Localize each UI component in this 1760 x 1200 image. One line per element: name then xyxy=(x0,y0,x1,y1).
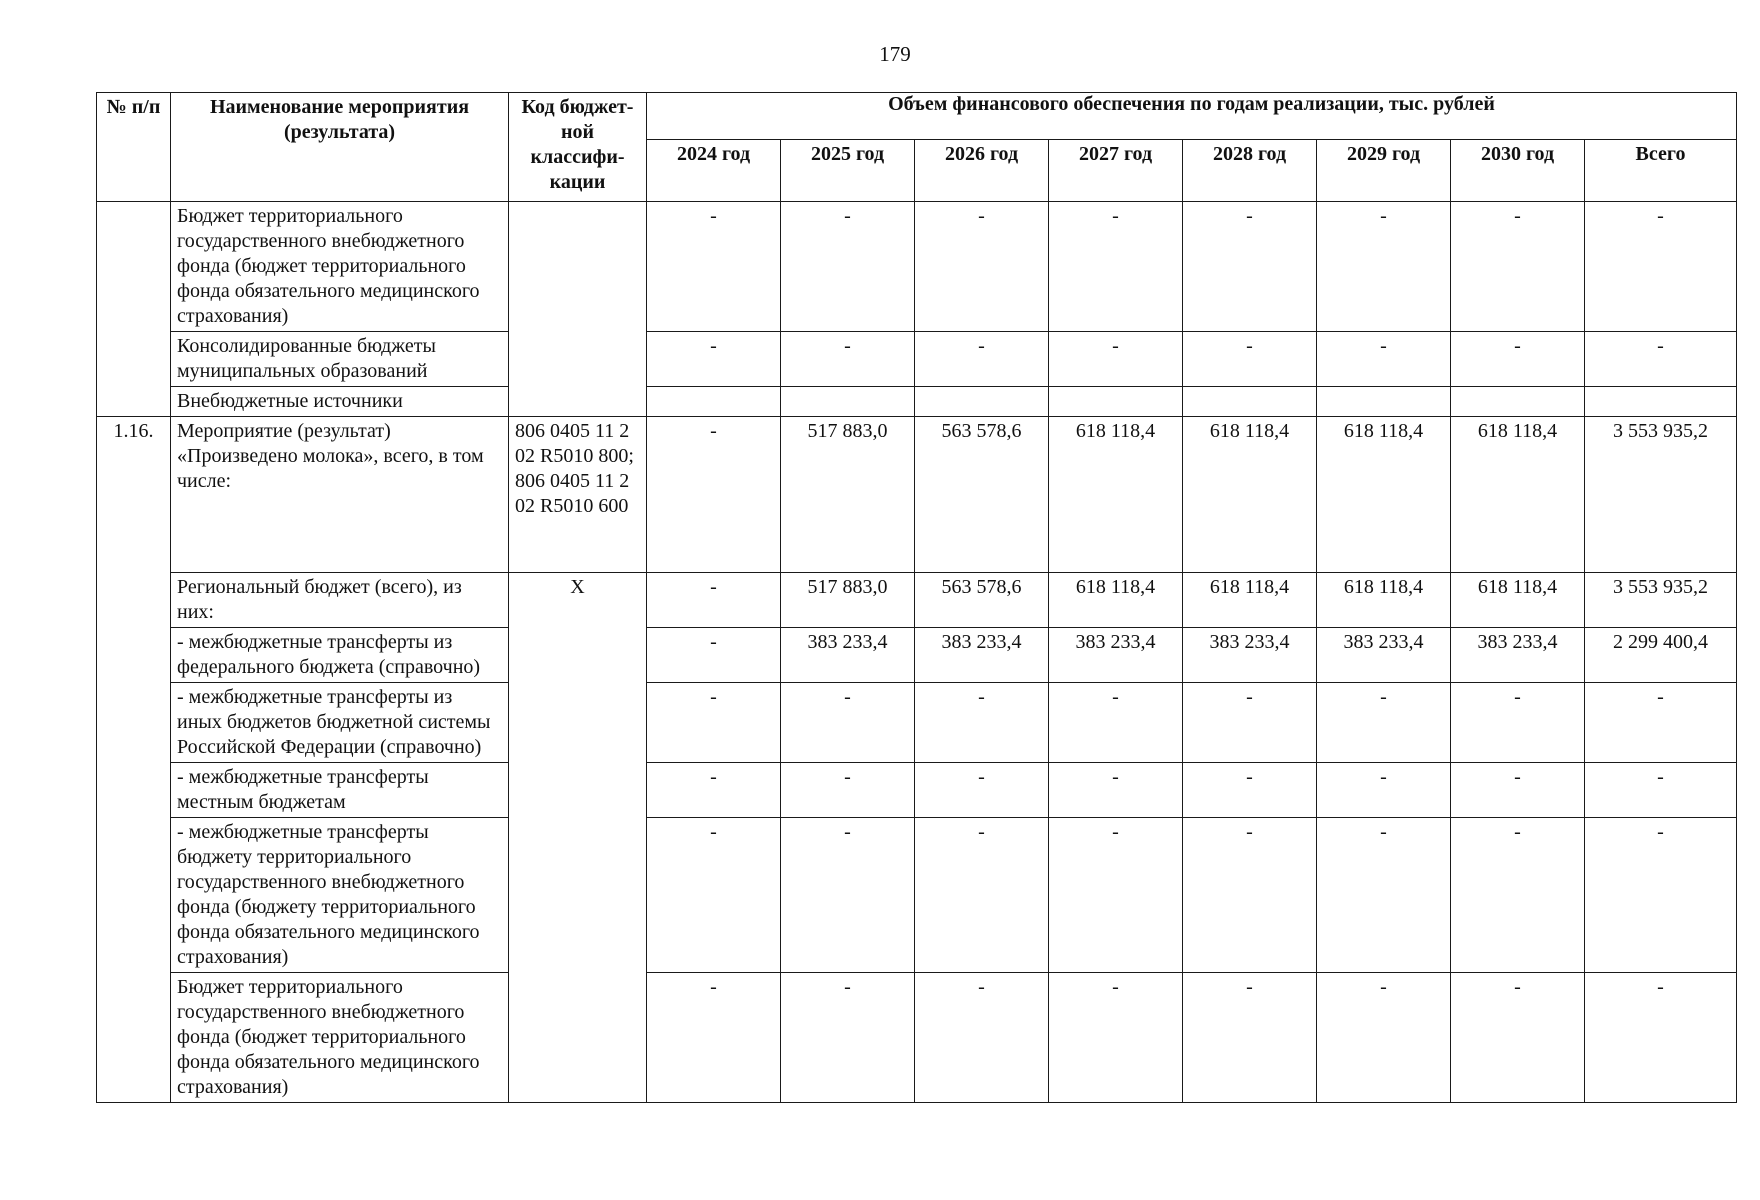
row-value: - xyxy=(1317,818,1451,973)
row-value: 563 578,6 xyxy=(915,573,1049,628)
row-value: - xyxy=(781,683,915,763)
row-value: - xyxy=(647,417,781,573)
row-name: - межбюджетные трансферты бюджету территориального государственного внебюджетного фонда (бюджету территориального фонда обязательного медицинского страхования) xyxy=(171,818,509,973)
table-row xyxy=(97,973,1737,1103)
row-value: 618 118,4 xyxy=(1183,417,1317,573)
row-value xyxy=(1451,387,1585,417)
row-value: - xyxy=(1049,763,1183,818)
table-row xyxy=(97,683,1737,763)
row-value: 618 118,4 xyxy=(1317,573,1451,628)
row-value: - xyxy=(1183,973,1317,1103)
row-name: Консолидированные бюджеты муниципальных образований xyxy=(171,332,509,387)
row-value: - xyxy=(1049,332,1183,387)
header-year: 2027 год xyxy=(1049,140,1183,202)
row-value: - xyxy=(647,202,781,332)
header-funding-group: Объем финансового обеспечения по годам реализации, тыс. рублей xyxy=(647,93,1737,140)
row-value: - xyxy=(1317,763,1451,818)
row-name: Бюджет территориального государственного внебюджетного фонда (бюджет территориального фонда обязательного медицинского страхования) xyxy=(171,973,509,1103)
row-value: - xyxy=(915,763,1049,818)
row-name: Бюджет территориального государственного внебюджетного фонда (бюджет территориального фонда обязательного медицинского страхования) xyxy=(171,202,509,332)
row-value: - xyxy=(647,683,781,763)
row-value: 618 118,4 xyxy=(1049,573,1183,628)
header-number: № п/п xyxy=(97,93,171,202)
table-row xyxy=(97,628,1737,683)
row-value: - xyxy=(647,628,781,683)
row-value: - xyxy=(1317,332,1451,387)
row-value: 3 553 935,2 xyxy=(1585,573,1737,628)
row-value: - xyxy=(1451,763,1585,818)
row-value: - xyxy=(915,202,1049,332)
row-value: - xyxy=(1049,973,1183,1103)
row-value: - xyxy=(1183,202,1317,332)
row-value xyxy=(915,387,1049,417)
row-value: - xyxy=(647,973,781,1103)
row-value: 2 299 400,4 xyxy=(1585,628,1737,683)
table-row xyxy=(97,387,1737,417)
header-year: 2026 год xyxy=(915,140,1049,202)
row-value: - xyxy=(1049,202,1183,332)
row-name: Мероприятие (результат) «Произведено молока», всего, в том числе: xyxy=(171,417,509,573)
table-row xyxy=(97,202,1737,332)
row-value: - xyxy=(1585,202,1737,332)
page-number: 179 xyxy=(879,42,911,66)
header-year: 2030 год xyxy=(1451,140,1585,202)
row-value xyxy=(1183,387,1317,417)
row-value: - xyxy=(1585,973,1737,1103)
row-value: 563 578,6 xyxy=(915,417,1049,573)
row-value: - xyxy=(1451,202,1585,332)
header-year: 2025 год xyxy=(781,140,915,202)
row-value: - xyxy=(1451,973,1585,1103)
header-year: 2029 год xyxy=(1317,140,1451,202)
row-value: 618 118,4 xyxy=(1451,417,1585,573)
row-value: - xyxy=(647,818,781,973)
row-value: - xyxy=(915,818,1049,973)
row-value: 517 883,0 xyxy=(781,573,915,628)
row-value: - xyxy=(915,332,1049,387)
row-name: - межбюджетные трансферты из иных бюджетов бюджетной системы Российской Федерации (справочно) xyxy=(171,683,509,763)
row-value: 383 233,4 xyxy=(1451,628,1585,683)
header-year: 2024 год xyxy=(647,140,781,202)
table-row xyxy=(97,763,1737,818)
row-value: - xyxy=(1317,683,1451,763)
row-name: - межбюджетные трансферты из федерального бюджета (справочно) xyxy=(171,628,509,683)
row-value: - xyxy=(915,973,1049,1103)
row-value: - xyxy=(647,573,781,628)
row-value: - xyxy=(781,763,915,818)
row-value: - xyxy=(1585,818,1737,973)
row-value: 618 118,4 xyxy=(1183,573,1317,628)
budget-table xyxy=(96,92,1737,1103)
row-value: - xyxy=(781,202,915,332)
row-value xyxy=(1049,387,1183,417)
row-value: - xyxy=(781,332,915,387)
row-name: Внебюджетные источники xyxy=(171,387,509,417)
row-value: - xyxy=(647,332,781,387)
row-value: 383 233,4 xyxy=(1049,628,1183,683)
row-value: - xyxy=(1317,973,1451,1103)
table-row xyxy=(97,818,1737,973)
table-row xyxy=(97,332,1737,387)
row-value: - xyxy=(1183,332,1317,387)
row-value: 383 233,4 xyxy=(781,628,915,683)
row-name: Региональный бюджет (всего), из них: xyxy=(171,573,509,628)
header-name: Наименование мероприятия (результата) xyxy=(171,93,509,202)
row-code: X xyxy=(509,573,647,1103)
row-value: - xyxy=(647,763,781,818)
row-value: 383 233,4 xyxy=(1317,628,1451,683)
table-row xyxy=(97,573,1737,628)
row-value: - xyxy=(781,973,915,1103)
row-code xyxy=(509,202,647,417)
row-value: - xyxy=(1451,683,1585,763)
row-value xyxy=(647,387,781,417)
row-value: - xyxy=(1183,683,1317,763)
row-value: - xyxy=(1585,683,1737,763)
header-code: Код бюджет-ной классифи-кации xyxy=(509,93,647,202)
row-value: - xyxy=(1451,332,1585,387)
row-value: 517 883,0 xyxy=(781,417,915,573)
row-value xyxy=(1585,387,1737,417)
row-name: - межбюджетные трансферты местным бюджетам xyxy=(171,763,509,818)
row-value: - xyxy=(1183,818,1317,973)
row-value: - xyxy=(1317,202,1451,332)
row-value: 618 118,4 xyxy=(1317,417,1451,573)
row-number: 1.16. xyxy=(97,417,171,1103)
row-value: - xyxy=(915,683,1049,763)
header-total: Всего xyxy=(1585,140,1737,202)
row-value: - xyxy=(1585,763,1737,818)
row-value: 383 233,4 xyxy=(1183,628,1317,683)
row-value: - xyxy=(781,818,915,973)
row-value: 618 118,4 xyxy=(1451,573,1585,628)
header-year: 2028 год xyxy=(1183,140,1317,202)
table-row xyxy=(97,417,1737,573)
row-value: - xyxy=(1049,818,1183,973)
row-value: - xyxy=(1049,683,1183,763)
row-value: - xyxy=(1585,332,1737,387)
row-value: 383 233,4 xyxy=(915,628,1049,683)
row-value: 618 118,4 xyxy=(1049,417,1183,573)
row-number xyxy=(97,202,171,417)
row-value xyxy=(781,387,915,417)
row-code: 806 0405 11 2 02 R5010 800; 806 0405 11 2 02 R5010 600 xyxy=(509,417,647,573)
row-value xyxy=(1317,387,1451,417)
row-value: - xyxy=(1451,818,1585,973)
row-value: 3 553 935,2 xyxy=(1585,417,1737,573)
row-value: - xyxy=(1183,763,1317,818)
